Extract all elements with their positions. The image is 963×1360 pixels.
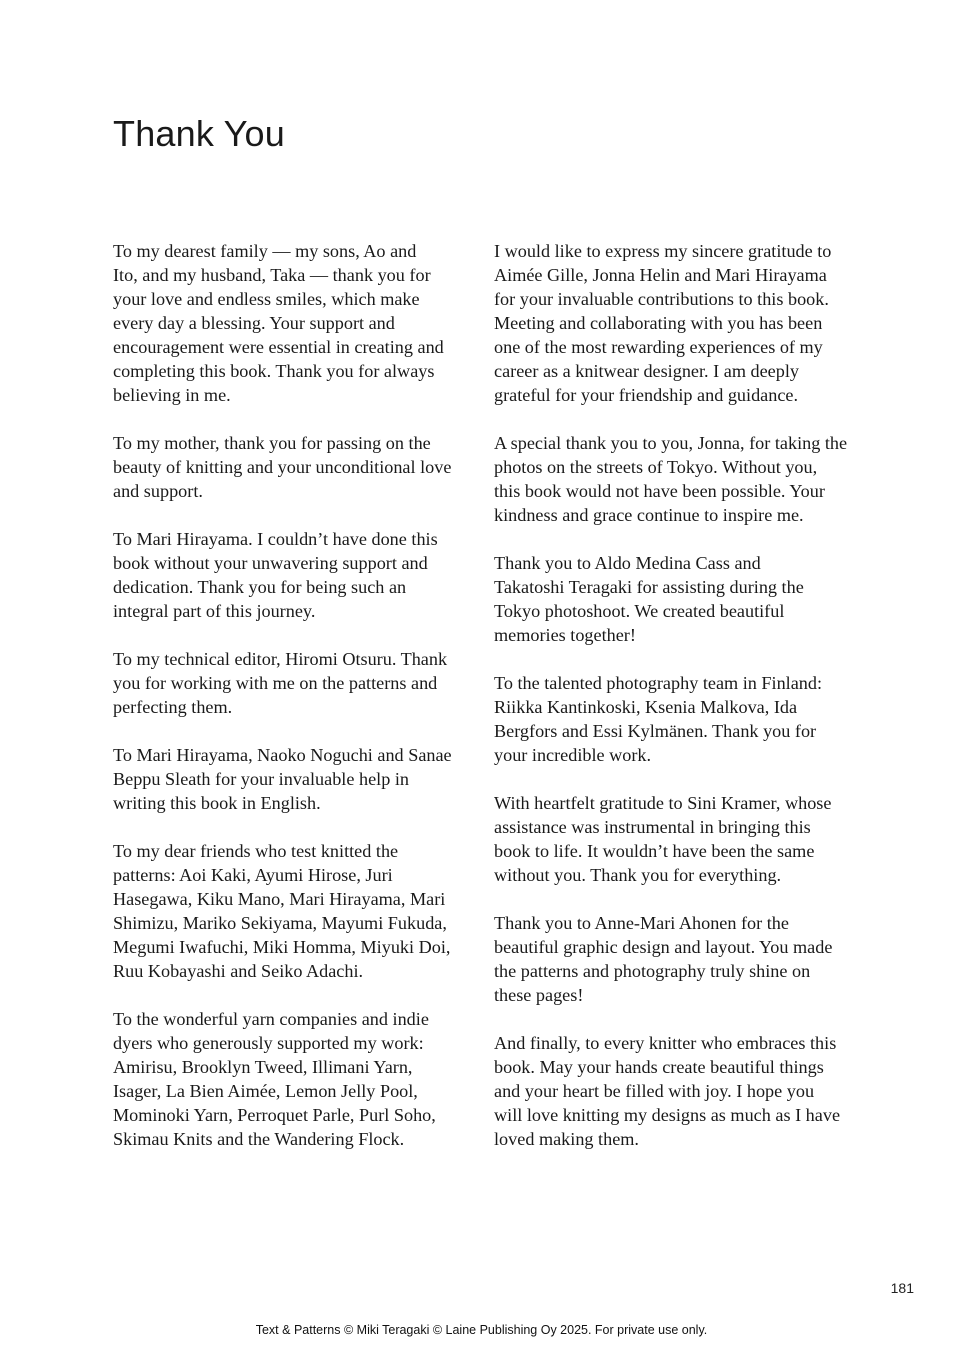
text-line: loved making them.: [494, 1129, 639, 1149]
text-line: To my dearest family — my sons, Ao and: [113, 241, 417, 261]
text-line: To my technical editor, Hiromi Otsuru. Thank: [113, 649, 448, 669]
text-line: And finally, to every knitter who embraces this: [494, 1033, 837, 1053]
text-line: patterns: Aoi Kaki, Ayumi Hirose, Juri: [113, 865, 393, 885]
paragraph-english-help: [113, 743, 475, 815]
text-line: encouragement were essential in creating and: [113, 337, 444, 357]
paragraph-tokyo-photoshoot: [494, 551, 856, 647]
paragraph-sini-kramer: [494, 791, 856, 887]
text-line: your love and endless smiles, which make: [113, 289, 420, 309]
text-line: To my mother, thank you for passing on the: [113, 433, 431, 453]
paragraph-mother: [113, 431, 475, 503]
text-line: assistance was instrumental in bringing this: [494, 817, 811, 837]
text-line: Isager, La Bien Aimée, Lemon Jelly Pool,: [113, 1081, 418, 1101]
text-line: perfecting them.: [113, 697, 233, 717]
text-line: grateful for your friendship and guidance.: [494, 385, 799, 405]
text-line: integral part of this journey.: [113, 601, 316, 621]
paragraph-graphic-design: [494, 911, 856, 1007]
text-line: Aimée Gille, Jonna Helin and Mari Hirayama: [494, 265, 827, 285]
text-line: To the wonderful yarn companies and indie: [113, 1009, 429, 1029]
text-line: beauty of knitting and your unconditional love: [113, 457, 452, 477]
page-title: Thank You: [113, 113, 285, 154]
text-line: writing this book in English.: [113, 793, 321, 813]
text-line: dedication. Thank you for being such an: [113, 577, 407, 597]
text-line: this book would not have been possible. Your: [494, 481, 825, 501]
paragraph-sincere-gratitude: [494, 239, 856, 407]
text-line: Megumi Iwafuchi, Miki Homma, Miyuki Doi,: [113, 937, 451, 957]
text-line: Bergfors and Essi Kylmänen. Thank you for: [494, 721, 817, 741]
text-line: every day a blessing. Your support and: [113, 313, 395, 333]
text-line: A special thank you to you, Jonna, for taking the: [494, 433, 848, 453]
text-line: Hasegawa, Kiku Mano, Mari Hirayama, Mari: [113, 889, 446, 909]
right-column: [494, 239, 856, 1175]
paragraph-mari-hirayama: [113, 527, 475, 623]
paragraph-technical-editor: [113, 647, 475, 719]
paragraph-family: [113, 239, 475, 407]
paragraph-test-knitters: [113, 839, 475, 983]
text-line: beautiful graphic design and layout. You made: [494, 937, 833, 957]
text-line: Amirisu, Brooklyn Tweed, Illimani Yarn,: [113, 1057, 413, 1077]
text-line: Meeting and collaborating with you has been: [494, 313, 823, 333]
text-line: memories together!: [494, 625, 636, 645]
text-line: To Mari Hirayama. I couldn’t have done this: [113, 529, 438, 549]
text-line: without you. Thank you for everything.: [494, 865, 782, 885]
text-line: To the talented photography team in Finland:: [494, 673, 823, 693]
text-line: book to life. It wouldn’t have been the same: [494, 841, 815, 861]
text-line: I would like to express my sincere gratitude to: [494, 241, 832, 261]
text-line: photos on the streets of Tokyo. Without you,: [494, 457, 818, 477]
text-line: one of the most rewarding experiences of my: [494, 337, 823, 357]
text-line: your incredible work.: [494, 745, 652, 765]
text-line: kindness and grace continue to inspire me.: [494, 505, 804, 525]
copyright-footer: Text & Patterns © Miki Teragaki © Laine Publishing Oy 2025. For private use only.: [255, 1323, 708, 1337]
text-line: Shimizu, Mariko Sekiyama, Mayumi Fukuda,: [113, 913, 447, 933]
text-line: Skimau Knits and the Wandering Flock.: [113, 1129, 405, 1149]
text-line: Mominoki Yarn, Perroquet Parle, Purl Soho,: [113, 1105, 436, 1125]
text-line: dyers who generously supported my work:: [113, 1033, 424, 1053]
text-line: believing in me.: [113, 385, 231, 405]
text-line: the patterns and photography truly shine on: [494, 961, 811, 981]
text-line: Beppu Sleath for your invaluable help in: [113, 769, 409, 789]
text-line: and support.: [113, 481, 203, 501]
text-line: Tokyo photoshoot. We created beautiful: [494, 601, 785, 621]
paragraph-finland-team: [494, 671, 856, 767]
text-line: these pages!: [494, 985, 584, 1005]
text-line: With heartfelt gratitude to Sini Kramer, whose: [494, 793, 832, 813]
left-column: [113, 239, 475, 1175]
text-line: Riikka Kantinkoski, Ksenia Malkova, Ida: [494, 697, 798, 717]
text-line: career as a knitwear designer. I am deeply: [494, 361, 799, 381]
text-line: completing this book. Thank you for always: [113, 361, 435, 381]
text-line: you for working with me on the patterns and: [113, 673, 438, 693]
paragraph-every-knitter: [494, 1031, 856, 1151]
text-line: book. May your hands create beautiful things: [494, 1057, 824, 1077]
paragraph-yarn-companies: [113, 1007, 475, 1151]
text-line: and your heart be filled with joy. I hope you: [494, 1081, 815, 1101]
paragraph-jonna-photos: [494, 431, 856, 527]
text-line: for your invaluable contributions to this book.: [494, 289, 829, 309]
text-line: To Mari Hirayama, Naoko Noguchi and Sanae: [113, 745, 452, 765]
text-line: Thank you to Aldo Medina Cass and: [494, 553, 761, 573]
text-line: Ruu Kobayashi and Seiko Adachi.: [113, 961, 364, 981]
text-line: Takatoshi Teragaki for assisting during the: [494, 577, 804, 597]
text-line: Thank you to Anne-Mari Ahonen for the: [494, 913, 789, 933]
text-line: Ito, and my husband, Taka — thank you for: [113, 265, 431, 285]
text-line: will love knitting my designs as much as I have: [494, 1105, 841, 1125]
page-number: 181: [890, 1280, 914, 1296]
text-line: To my dear friends who test knitted the: [113, 841, 399, 861]
text-line: book without your unwavering support and: [113, 553, 428, 573]
